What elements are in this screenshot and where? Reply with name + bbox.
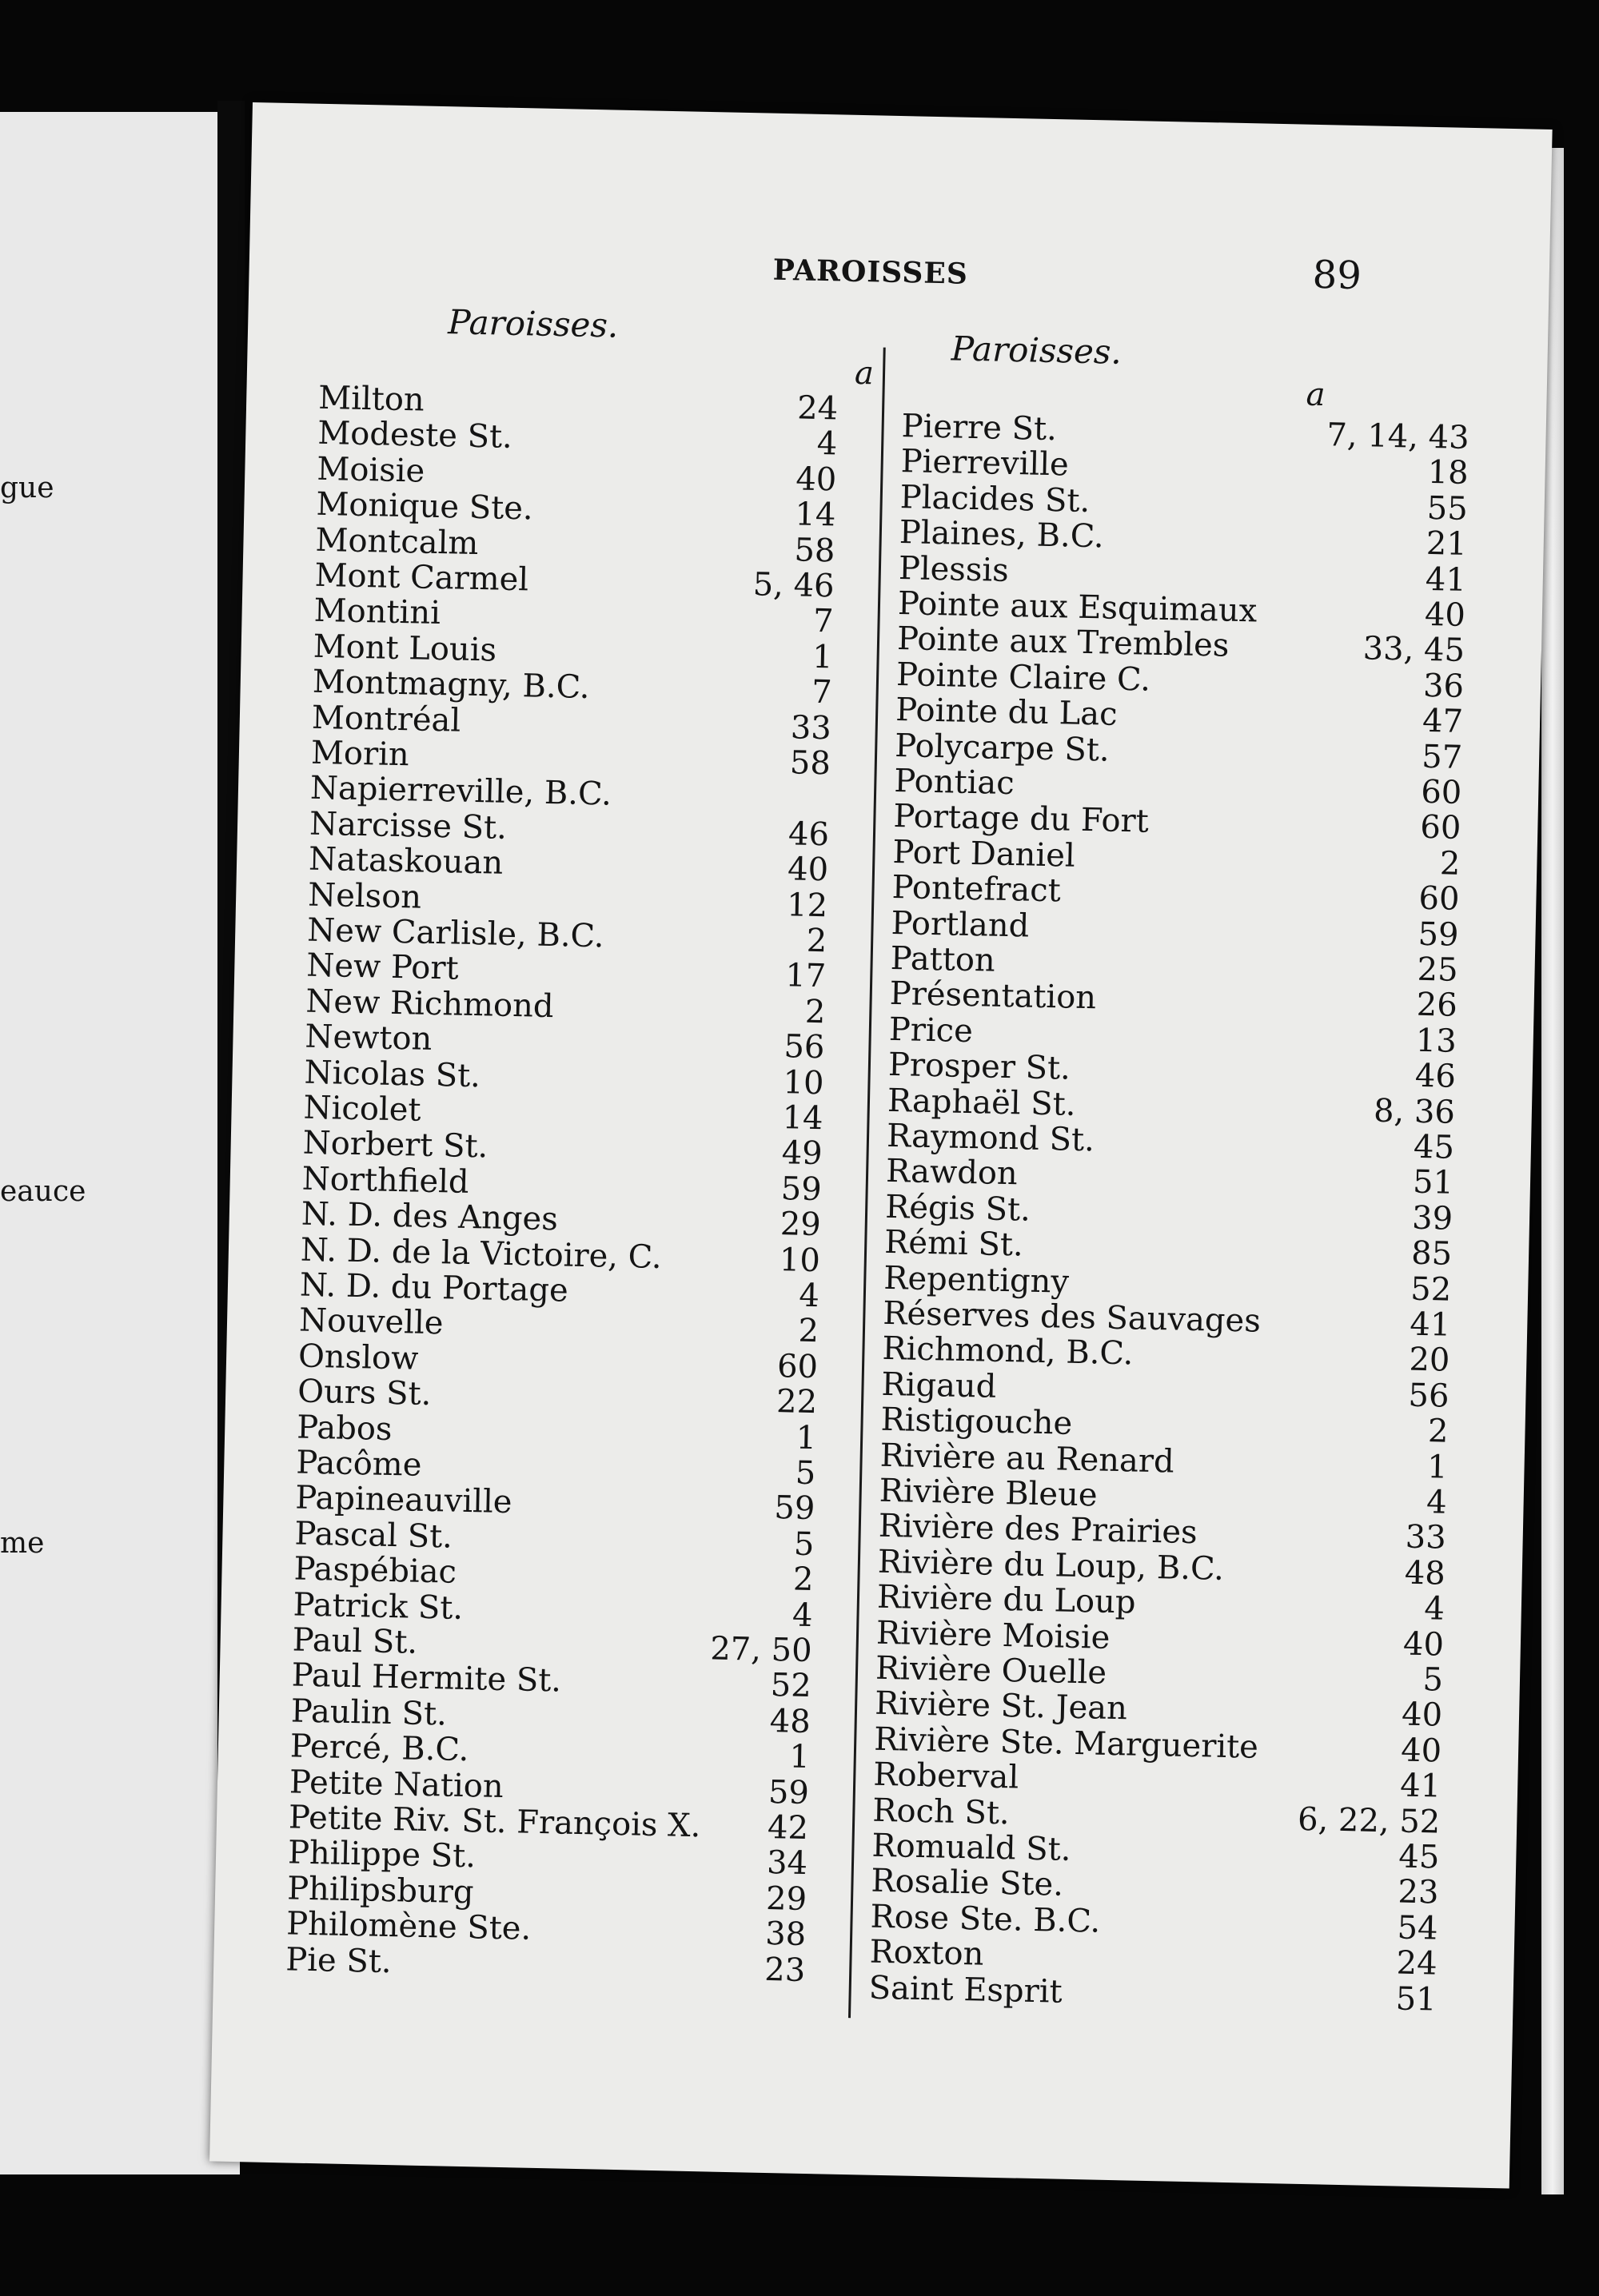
- parish-name: Montcalm: [315, 521, 479, 562]
- entry-row: [871, 1792, 1441, 1841]
- parish-name: Patrick St.: [293, 1586, 464, 1627]
- parish-name: Percé, B.C.: [289, 1728, 469, 1769]
- entry-row: [901, 408, 1470, 456]
- parish-name: Pie St.: [285, 1940, 393, 1980]
- parish-value: 59: [773, 1489, 815, 1528]
- parish-name: Roberval: [872, 1756, 1019, 1796]
- parish-name: Pontiac: [893, 762, 1015, 803]
- parish-name: Roch St.: [871, 1792, 1011, 1832]
- parish-name: Philomène Ste.: [285, 1905, 532, 1947]
- parish-value: 40: [1400, 1732, 1442, 1770]
- entry-row: [286, 1870, 807, 1918]
- parish-name: Newton: [305, 1018, 433, 1058]
- entry-row: [290, 1692, 811, 1740]
- parish-value: 59: [768, 1773, 810, 1812]
- parish-name: Price: [888, 1010, 974, 1050]
- entry-row: [871, 1827, 1440, 1876]
- parish-name: Pointe Claire C.: [895, 656, 1151, 699]
- entry-row: [303, 1089, 824, 1138]
- parish-value: 1: [788, 1738, 811, 1776]
- parish-name: Montréal: [311, 699, 461, 739]
- parish-name: Papineauville: [294, 1479, 512, 1521]
- parish-value: 5: [795, 1454, 816, 1493]
- entry-row: [299, 1266, 820, 1315]
- parish-value: 18: [1427, 454, 1469, 492]
- entry-row: [895, 656, 1465, 705]
- parish-value: 85: [1410, 1234, 1453, 1273]
- entry-row: [888, 1010, 1457, 1060]
- left-page-fragment-text: gue: [0, 472, 54, 504]
- entry-row: [897, 585, 1466, 634]
- parish-name: Montini: [313, 592, 441, 632]
- parish-value: 51: [1395, 1980, 1438, 2019]
- parish-value: 45: [1413, 1128, 1455, 1166]
- entry-row: [887, 1046, 1457, 1095]
- left-page-fragment-text: me: [0, 1527, 45, 1560]
- parish-value: 4: [1423, 1590, 1445, 1628]
- entry-row: [880, 1401, 1449, 1450]
- parish-name: Placides St.: [899, 478, 1091, 520]
- entry-row: [891, 869, 1460, 919]
- entry-row: [892, 798, 1461, 847]
- entry-row: [314, 556, 835, 605]
- entry-row: [311, 699, 832, 747]
- parish-name: Petite Nation: [289, 1764, 504, 1805]
- parish-value: 47: [1422, 703, 1464, 741]
- parish-value: 1: [811, 638, 834, 676]
- parish-name: Rivière Ouelle: [875, 1649, 1107, 1692]
- parish-name: Narcisse St.: [309, 805, 508, 847]
- parish-name: Rigaud: [881, 1365, 997, 1405]
- entry-row: [870, 1898, 1438, 1947]
- parish-name: N. D. de la Victoire, C.: [300, 1231, 663, 1276]
- entry-row: [289, 1764, 810, 1812]
- entry-row: [297, 1373, 818, 1421]
- entry-row: [895, 692, 1464, 741]
- entry-row: [883, 1224, 1453, 1273]
- entry-row: [306, 911, 827, 960]
- entry-row: [883, 1259, 1452, 1309]
- entry-row: [885, 1153, 1454, 1202]
- parish-value: 48: [1404, 1554, 1446, 1592]
- entry-row: [298, 1301, 819, 1350]
- parish-value: 20: [1408, 1341, 1450, 1380]
- parish-value: 59: [1418, 915, 1460, 954]
- parish-value: 41: [1425, 560, 1467, 599]
- parish-name: N. D. du Portage: [299, 1266, 569, 1309]
- entry-row: [881, 1365, 1449, 1415]
- parish-name: Northfield: [301, 1160, 470, 1201]
- entry-row: [291, 1656, 812, 1705]
- parish-value: 40: [1402, 1625, 1445, 1664]
- parish-name: Pabos: [296, 1409, 393, 1448]
- parish-value: 52: [1410, 1270, 1452, 1309]
- parish-name: Mont Carmel: [314, 556, 529, 599]
- parish-name: Pierre St.: [901, 408, 1058, 448]
- parish-value: 14: [782, 1099, 824, 1138]
- entry-row: [875, 1649, 1444, 1699]
- entry-row: [884, 1188, 1453, 1238]
- parish-name: Nicolas St.: [304, 1054, 481, 1094]
- parish-value: 58: [789, 744, 831, 783]
- parish-value: 46: [788, 815, 830, 854]
- parish-name: Rivière au Renard: [879, 1437, 1175, 1481]
- entry-row: [287, 1834, 808, 1883]
- parish-value: 13: [1415, 1022, 1457, 1060]
- parish-name: New Richmond: [305, 983, 554, 1025]
- parish-value: 41: [1399, 1767, 1441, 1805]
- parish-name: Plessis: [898, 549, 1010, 589]
- parish-value: 55: [1426, 489, 1469, 528]
- parish-value: 39: [1411, 1199, 1453, 1238]
- parish-name: New Carlisle, B.C.: [306, 911, 604, 955]
- parish-name: Rivière St. Jean: [874, 1685, 1128, 1728]
- page: [209, 102, 1553, 2188]
- entry-row: [312, 663, 833, 712]
- parish-value: 51: [1412, 1164, 1454, 1202]
- parish-name: Montmagny, B.C.: [312, 663, 590, 707]
- entry-row: [302, 1124, 823, 1173]
- entry-row: [285, 1940, 806, 1989]
- parish-name: Saint Esprit: [868, 1969, 1063, 2011]
- parish-name: Paul Hermite St.: [291, 1656, 562, 1700]
- parish-value: 36: [1422, 667, 1465, 705]
- entry-row: [893, 762, 1462, 811]
- parish-name: Rawdon: [885, 1153, 1019, 1193]
- parish-name: Rivière Ste. Marguerite: [873, 1720, 1259, 1766]
- parish-value: 27, 50: [709, 1630, 813, 1670]
- running-head: PAROISSES: [772, 253, 969, 291]
- entry-row: [313, 592, 835, 640]
- entry-row: [873, 1720, 1442, 1770]
- parish-value: 7: [812, 603, 835, 640]
- entry-row: [307, 876, 828, 924]
- parish-value: 17: [784, 957, 827, 995]
- entry-row: [294, 1479, 815, 1528]
- entry-row: [899, 478, 1469, 528]
- parish-value: 54: [1397, 1909, 1438, 1947]
- parish-value: 4: [792, 1596, 813, 1634]
- parish-name: Réserves des Sauvages: [882, 1294, 1262, 1340]
- parish-name: Présentation: [889, 975, 1097, 1017]
- parish-value: 2: [1427, 1413, 1449, 1450]
- entry-row: [896, 620, 1465, 670]
- parish-value: 7: [811, 673, 833, 712]
- entry-row: [309, 770, 612, 813]
- parish-value: 2: [804, 993, 826, 1031]
- parish-name: Pointe du Lac: [895, 692, 1118, 733]
- parish-name: Mont Louis: [313, 628, 497, 669]
- parish-name: Paspébiac: [293, 1550, 457, 1591]
- parish-name: Roxton: [869, 1933, 984, 1973]
- parish-name: Philipsburg: [286, 1870, 474, 1911]
- parish-value: 29: [780, 1206, 822, 1244]
- entry-row: [900, 443, 1469, 492]
- entry-row: [872, 1756, 1441, 1805]
- parish-value: 24: [1396, 1944, 1438, 1983]
- parish-name: Petite Riv. St. François X.: [288, 1799, 701, 1845]
- parish-value: 60: [1418, 879, 1460, 919]
- parish-value: 40: [1401, 1696, 1443, 1734]
- parish-value: 25: [1417, 951, 1459, 989]
- entry-row: [297, 1337, 819, 1385]
- parish-name: Raphaël St.: [887, 1082, 1076, 1123]
- parish-name: Pierreville: [900, 443, 1070, 484]
- parish-name: Polycarpe St.: [894, 727, 1111, 769]
- column2-entries: [868, 408, 1509, 2019]
- parish-name: Richmond, B.C.: [882, 1330, 1134, 1373]
- entry-row: [317, 415, 838, 463]
- parish-name: Moisie: [316, 450, 425, 490]
- parish-name: Rémi St.: [883, 1224, 1024, 1264]
- parish-value: 40: [787, 851, 829, 889]
- parish-name: Norbert St.: [302, 1124, 488, 1166]
- parish-value: 40: [1424, 596, 1466, 634]
- parish-name: Nicolet: [303, 1089, 421, 1129]
- parish-value: 60: [1419, 809, 1461, 847]
- parish-name: Nelson: [307, 876, 422, 916]
- entry-row: [317, 379, 839, 428]
- parish-name: Rivière Moisie: [875, 1614, 1111, 1656]
- parish-name: Portage du Fort: [892, 798, 1150, 841]
- parish-value: 2: [792, 1561, 814, 1599]
- parish-name: Pascal St.: [294, 1515, 453, 1556]
- parish-name: Onslow: [297, 1337, 419, 1377]
- entry-row: [316, 485, 836, 534]
- parish-name: Ristigouche: [880, 1401, 1073, 1443]
- column2-a-label: a: [1306, 376, 1326, 414]
- entry-row: [868, 1969, 1438, 2019]
- parish-value: 38: [764, 1915, 807, 1954]
- entry-row: [892, 833, 1461, 883]
- parish-value: 60: [776, 1347, 819, 1385]
- parish-value: 8, 36: [1373, 1092, 1456, 1131]
- parish-name: Romuald St.: [871, 1827, 1071, 1868]
- entry-row: [292, 1621, 813, 1670]
- parish-name: Milton: [317, 379, 425, 419]
- entry-row: [295, 1444, 816, 1493]
- column1-entries: [285, 379, 879, 1989]
- parish-value: 4: [798, 1277, 820, 1315]
- entry-row: [875, 1614, 1445, 1664]
- parish-value: 34: [766, 1844, 808, 1883]
- parish-name: Plaines, B.C.: [899, 514, 1105, 556]
- parish-name: Pontefract: [891, 869, 1062, 910]
- parish-value: 2: [798, 1313, 819, 1350]
- parish-value: 33: [790, 708, 832, 747]
- entry-row: [876, 1578, 1445, 1628]
- parish-value: 58: [794, 531, 835, 569]
- parish-name: Nouvelle: [298, 1301, 444, 1342]
- parish-name: Rivière du Loup: [876, 1578, 1136, 1621]
- parish-value: 52: [770, 1667, 812, 1705]
- parish-value: 5: [1422, 1661, 1444, 1699]
- parish-name: Rosalie Ste.: [871, 1863, 1064, 1904]
- parish-name: Ours St.: [297, 1373, 432, 1413]
- entry-row: [301, 1160, 823, 1208]
- parish-name: Pacôme: [295, 1444, 422, 1484]
- parish-value: 23: [1398, 1873, 1439, 1911]
- parish-value: 7, 14, 43: [1326, 417, 1470, 456]
- parish-value: 26: [1416, 987, 1458, 1025]
- parish-value: 49: [781, 1134, 823, 1173]
- parish-name: Rivière Bleue: [879, 1472, 1099, 1514]
- entry-row: [887, 1082, 1456, 1131]
- parish-value: 4: [816, 425, 838, 463]
- parish-name: Pointe aux Esquimaux: [897, 585, 1258, 630]
- entry-row: [889, 975, 1458, 1025]
- parish-value: 6, 22, 52: [1297, 1800, 1441, 1841]
- parish-value: 23: [764, 1951, 806, 1989]
- parish-name: Paulin St.: [290, 1692, 448, 1733]
- page-number: 89: [1312, 252, 1362, 299]
- parish-name: New Port: [305, 947, 460, 988]
- parish-value: 4: [1426, 1484, 1448, 1521]
- entry-row: [285, 1905, 807, 1954]
- parish-value: 2: [1439, 845, 1461, 883]
- parish-value: 22: [776, 1383, 818, 1421]
- parish-name: Morin: [310, 734, 410, 774]
- entry-row: [309, 805, 830, 854]
- entry-row: [305, 947, 827, 995]
- entry-row: [293, 1550, 814, 1599]
- parish-name: Rivière du Loup, B.C.: [877, 1543, 1225, 1588]
- parish-name: Portland: [891, 904, 1030, 945]
- parish-value: 40: [795, 460, 837, 499]
- parish-value: 24: [796, 389, 839, 428]
- parish-name: Napierreville, B.C.: [309, 770, 612, 813]
- parish-value: 59: [780, 1170, 823, 1208]
- parish-value: 29: [765, 1879, 807, 1918]
- entry-row: [877, 1543, 1446, 1592]
- parish-value: 1: [1426, 1448, 1449, 1486]
- parish-value: 33, 45: [1362, 630, 1465, 670]
- parish-name: Patton: [890, 939, 996, 979]
- entry-row: [304, 1054, 824, 1102]
- parish-value: 10: [779, 1241, 821, 1279]
- left-page-fragment-text: eauce: [0, 1175, 86, 1208]
- parish-value: 21: [1426, 525, 1468, 564]
- left-page-fragment: [0, 112, 240, 2174]
- entry-row: [315, 521, 835, 569]
- parish-value: 1: [796, 1419, 817, 1457]
- column1-a-label: a: [854, 354, 875, 393]
- parish-name: Pointe aux Trembles: [896, 620, 1230, 665]
- parish-value: 42: [767, 1808, 809, 1848]
- parish-name: Philippe St.: [287, 1834, 477, 1875]
- parish-value: 56: [784, 1028, 825, 1066]
- entry-row: [879, 1437, 1449, 1486]
- parish-name: Régis St.: [884, 1188, 1031, 1229]
- parish-value: 12: [786, 886, 828, 924]
- parish-name: Port Daniel: [892, 833, 1076, 875]
- parish-value: 45: [1398, 1838, 1440, 1876]
- column2-heading: Paroisses.: [951, 329, 1122, 372]
- parish-value: 56: [1408, 1377, 1449, 1415]
- entry-row: [869, 1933, 1438, 1983]
- parish-value: 5, 46: [752, 566, 835, 605]
- parish-name: N. D. des Anges: [301, 1195, 559, 1238]
- entry-row: [890, 939, 1459, 989]
- entry-row: [305, 983, 826, 1031]
- parish-name: Nataskouan: [308, 840, 504, 882]
- parish-value: 10: [783, 1063, 824, 1102]
- parish-name: Raymond St.: [886, 1117, 1095, 1159]
- entry-row: [294, 1515, 815, 1563]
- column1-heading: Paroisses.: [447, 302, 619, 345]
- parish-value: 33: [1405, 1518, 1447, 1557]
- parish-value: 14: [794, 496, 836, 534]
- parish-value: 46: [1414, 1057, 1457, 1095]
- parish-name: Rivière des Prairies: [878, 1508, 1198, 1552]
- parish-name: Modeste St.: [317, 415, 513, 456]
- entry-row: [878, 1508, 1447, 1557]
- parish-name: Paul St.: [292, 1621, 418, 1661]
- parish-value: 5: [793, 1525, 815, 1563]
- parish-name: Repentigny: [883, 1259, 1070, 1301]
- parish-name: Rose Ste. B.C.: [870, 1898, 1101, 1940]
- parish-value: 48: [769, 1702, 811, 1740]
- parish-name: Prosper St.: [887, 1046, 1071, 1087]
- parish-value: 60: [1420, 773, 1462, 811]
- entry-row: [289, 1728, 811, 1776]
- entry-row: [310, 734, 831, 783]
- parish-name: Monique Ste.: [316, 485, 534, 528]
- parish-value: 41: [1409, 1305, 1451, 1344]
- parish-value: 2: [806, 922, 827, 960]
- entry-row: [882, 1330, 1450, 1380]
- parish-value: 57: [1421, 738, 1463, 776]
